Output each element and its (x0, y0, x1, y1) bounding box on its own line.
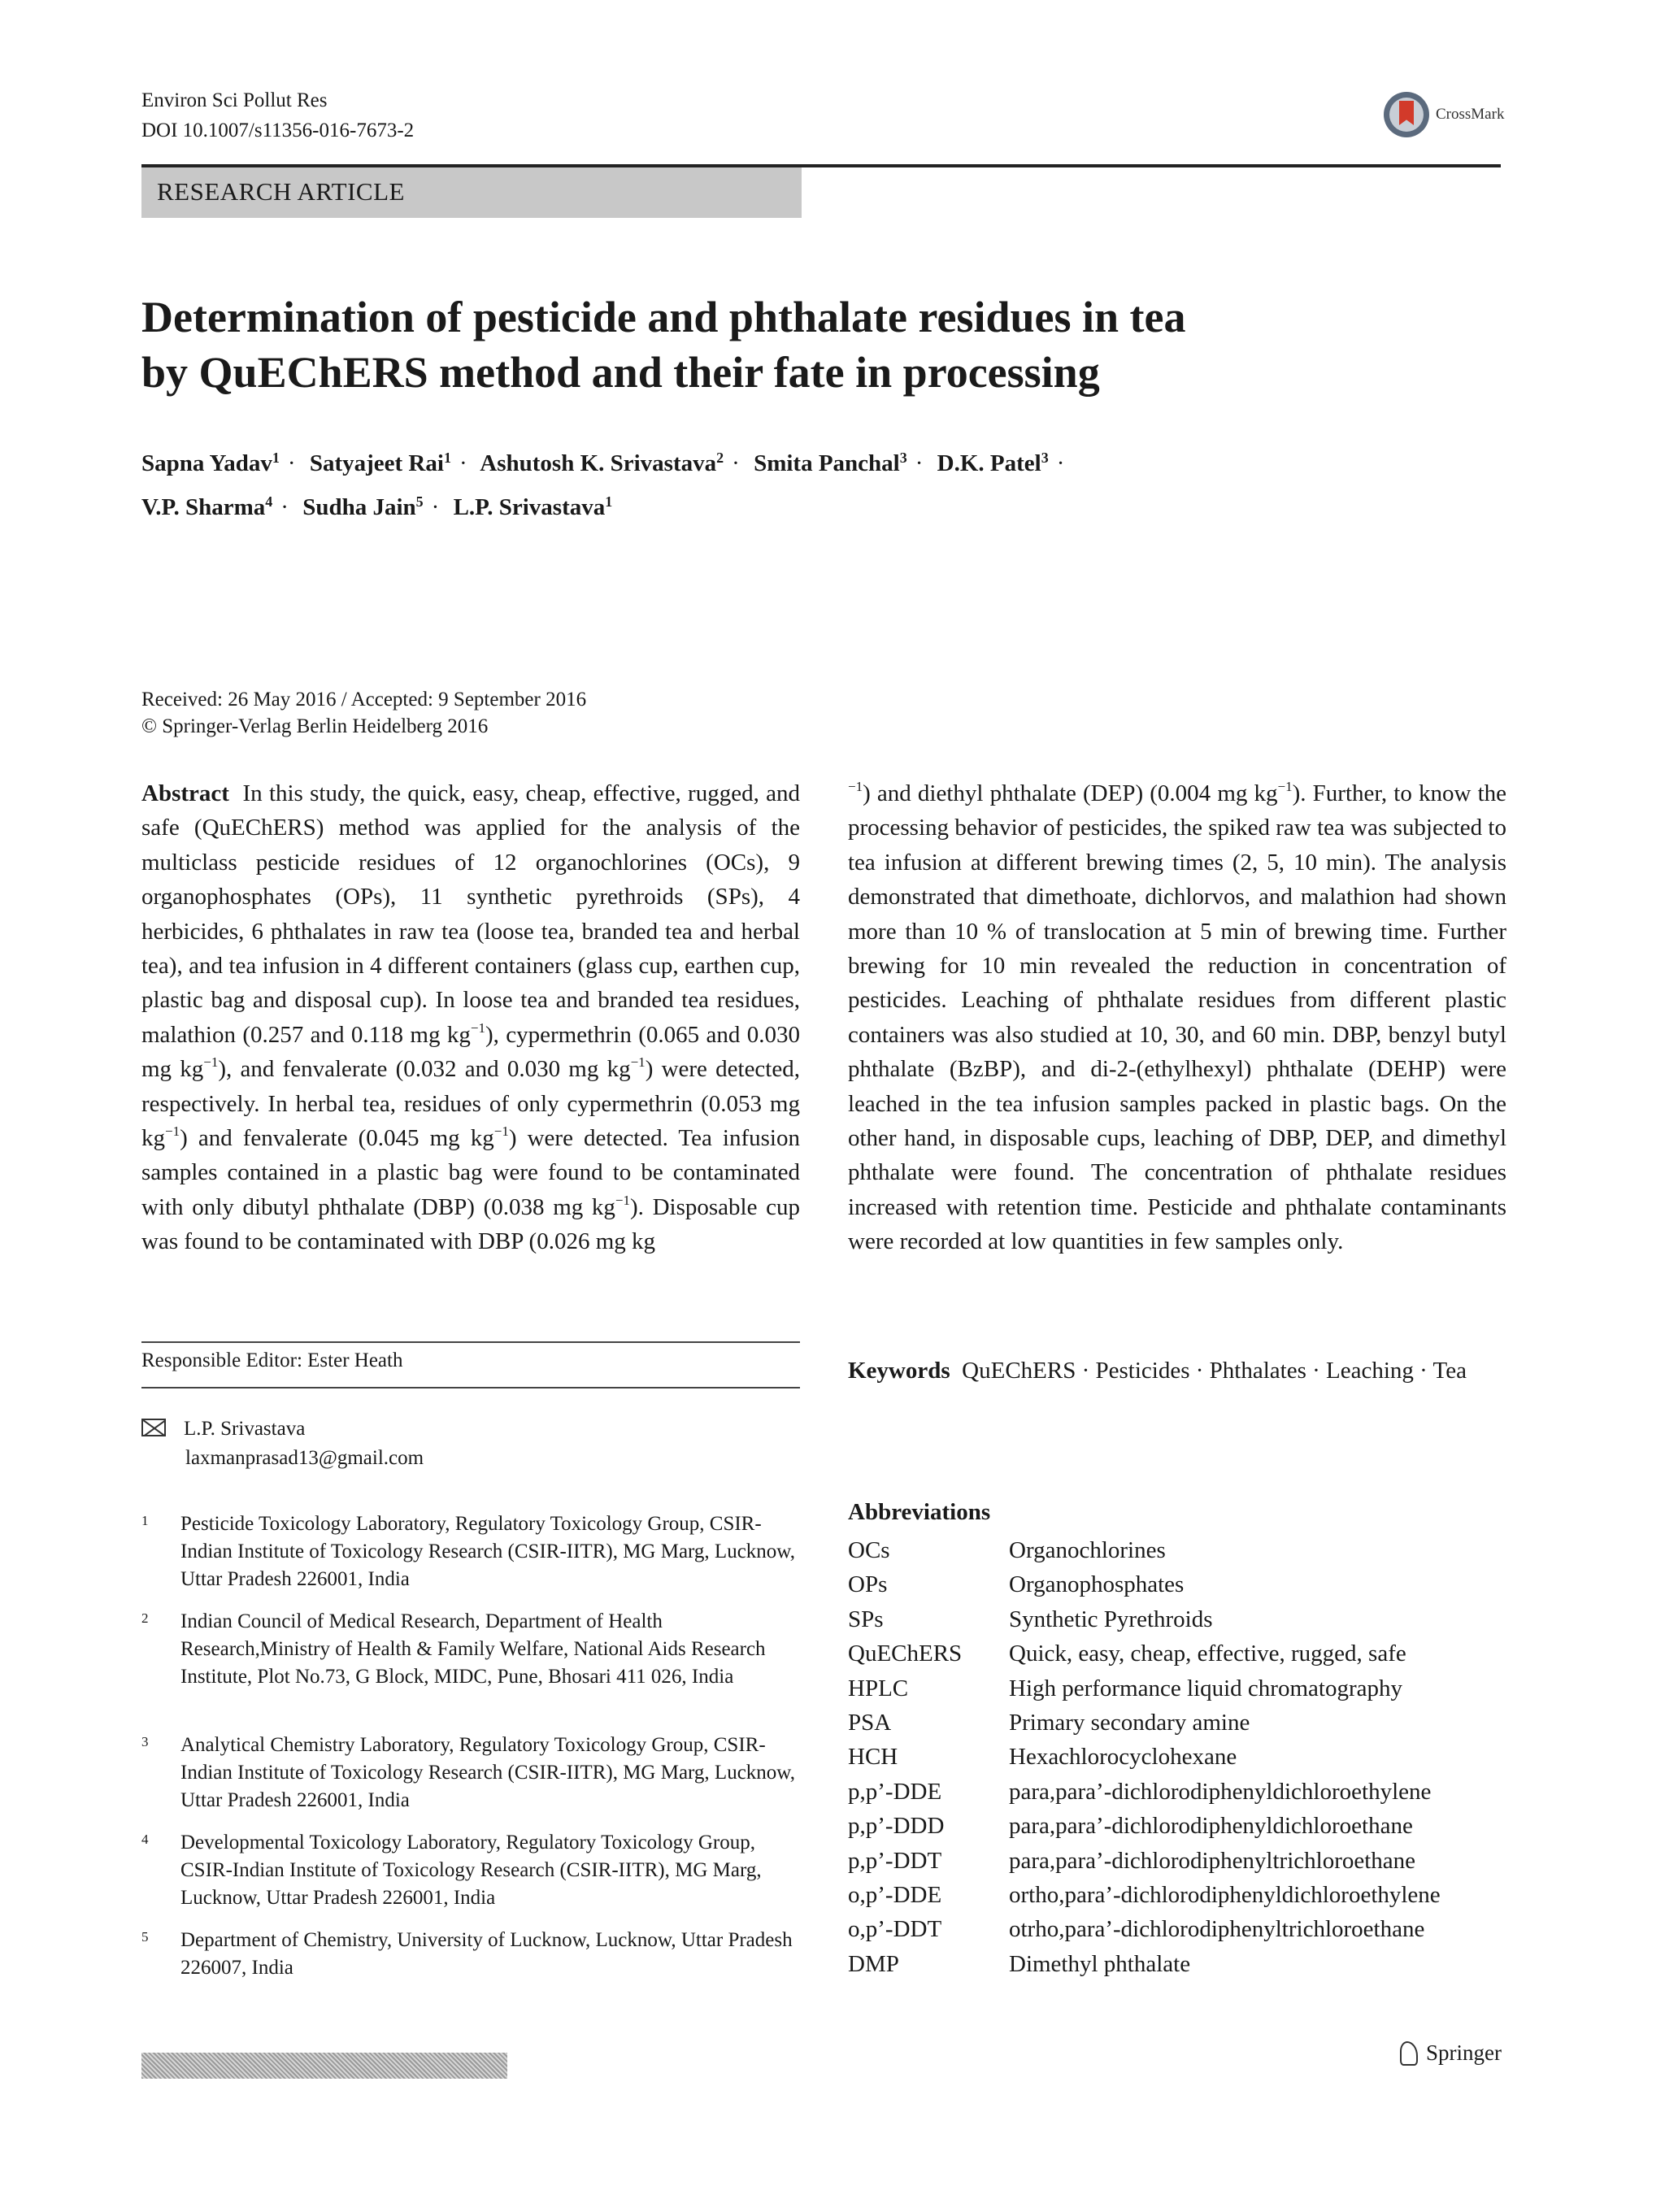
author[interactable]: Smita Panchal$^3$ (754, 450, 907, 476)
abstract-column-left: Abstract In this study, the quick, easy, cheap, effective, rugged, and safe (QuEChERS) method was applied for the analysis of the multiclass pesticide residues of 12 organochlorines (OCs), 9 organophosphates (OPs), 11 synthetic pyrethroids (SPs), 4 herbicides, 6 phthalates in raw tea (loose tea, branded tea and herbal tea), and tea infusion in 4 different containers (glass cup, earthen cup, plastic bag and disposal cup). In loose tea and branded tea residues, malathion (0.257 and 0.118 mg $kg^{-1}$), cypermethrin (0.065 and 0.030 mg $kg^{-1}$), and fenvalerate (0.032 and 0.030 mg $kg^{-1}$) were detected, respectively. In herbal tea, residues of only cypermethrin (0.053 mg $kg^{-1}$) and fenvalerate (0.045 mg $kg^{-1}$) were detected. Tea infusion samples contained in a plastic bag were found to be contaminated with only dibutyl phthalate (DBP) (0.038 mg $kg^{-1}$). Disposable cup was found to be contaminated with DBP (0.026 mg kg (141, 780, 800, 1255)
list-item: HCH Hexachlorocyclohexane (848, 1744, 1237, 1771)
author[interactable]: Ashutosh K. Srivastava$^2$ (480, 450, 724, 476)
springer-logo (1400, 2040, 1502, 2066)
list-item: SPs Synthetic Pyrethroids (848, 1606, 1213, 1632)
doi-link[interactable]: DOI 10.1007/s11356-016-7673-2 (141, 120, 415, 141)
author-list: Sapna Yadav$^1$ · Satyajeet Rai$^1$ · Ashutosh K. Srivastava$^2$ · Smita Panchal$^3$ · D.K. Patel$^3$ · V.P. Sharma$^4$ · Sudha Jain$^5$ · L.P. Srivastava$^1$ (141, 450, 1065, 520)
abbreviations-list (848, 1533, 1441, 1981)
envelope-icon (141, 1419, 166, 1436)
crossmark-icon (1384, 92, 1429, 137)
author[interactable]: Satyajeet Rai$^1$ (309, 450, 451, 476)
journal-name: Environ Sci Pollut Res (141, 89, 328, 111)
list-item: OCs Organochlorines (848, 1537, 1166, 1563)
list-item: HPLC High performance liquid chromatography (848, 1675, 1402, 1701)
abstract-heading: Abstract (141, 780, 229, 806)
crossmark-badge[interactable] (1384, 92, 1504, 137)
author[interactable]: V.P. Sharma$^4$ (141, 493, 273, 520)
received-accepted-dates: Received: 26 May 2016 / Accepted: 9 September 2016 (141, 689, 587, 711)
title-line-1: Determination of pesticide and phthalate residues in tea (141, 293, 1186, 341)
divider (141, 1341, 800, 1343)
footer-barcode (141, 2053, 507, 2079)
crossmark-label: CrossMark (1436, 106, 1505, 123)
publisher-name: Springer (1426, 2040, 1502, 2065)
list-item: PSA Primary secondary amine (848, 1710, 1250, 1736)
author[interactable]: Sudha Jain$^5$ (302, 493, 424, 520)
article-type: RESEARCH ARTICLE (157, 177, 405, 206)
author[interactable]: Sapna Yadav$^1$ (141, 450, 280, 476)
list-item: o,p’-DDE ortho,para’-dichlorodiphenyldichloroethylene (848, 1882, 1441, 1909)
copyright-notice: © Springer-Verlag Berlin Heidelberg 2016 (141, 715, 489, 737)
list-item: o,p’-DDT otrho,para’-dichlorodiphenyltrichloroethane (848, 1916, 1425, 1943)
title-line-2: by QuEChERS method and their fate in processing (141, 348, 1100, 397)
list-item: p,p’-DDT para,para’-dichlorodiphenyltrichloroethane (848, 1847, 1416, 1874)
affiliation-2: 2 Indian Council of Medical Research, Department of Health Research,Ministry of Health & Family Welfare, National Aids Research Institute, Plot No.73, G Block, MIDC, Pune, Bhosari 411 026, India (141, 1610, 766, 1688)
list-item: p,p’-DDD para,para’-dichlorodiphenyldichloroethane (848, 1813, 1413, 1840)
contact-email-link[interactable]: laxmanprasad13@gmail.com (185, 1447, 424, 1469)
contact-name: L.P. Srivastava (184, 1418, 306, 1440)
affiliation-5: 5 Department of Chemistry, University of Lucknow, Lucknow, Uttar Pradesh 226007, India (141, 1929, 793, 1979)
divider (141, 1387, 800, 1388)
affiliation-4: 4 Developmental Toxicology Laboratory, Regulatory Toxicology Group, CSIR-Indian Institute of Toxicology Research (CSIR-IITR), MG Marg, Lucknow, Uttar Pradesh 226001, India (141, 1832, 762, 1909)
abstract-column-right: $^{-1}$) and diethyl phthalate (DEP) (0.004 mg $kg^{-1}$). Further, to know the processing behavior of pesticides, the spiked raw tea was subjected to tea infusion at different brewing times (2, 5, 10 min). The analysis demonstrated that dimethoate, dichlorvos, and malathion had shown more than 10 % of translocation at 5 min of brewing time. Further brewing for 10 min revealed the reduction in concentration of pesticides. Leaching of phthalate residues from different plastic containers was also studied at 10, 30, and 60 min. DBP, benzyl butyl phthalate (BzBP), and di-2-(ethylhexyl) phthalate (DEHP) were leached in the tea infusion samples packed in plastic bags. On the other hand, in disposable cups, leaching of DBP, DEP, and dimethyl phthalate were found. The concentration of phthalate residues increased with retention time. Pesticide and phthalate contaminants were recorded at low quantities in few samples only. (848, 779, 1506, 1255)
list-item: p,p’-DDE para,para’-dichlorodiphenyldichloroethylene (848, 1778, 1432, 1805)
abstract-text-continued: ). Further, to know the processing behavior of pesticides, the spiked raw tea was subjected to tea infusion at different brewing times (2, 5, 10 min). The analysis demonstrated that dimethoate, dichlorvos, and malathion had shown more than 10 % of translocation at 5 min of brewing time. Further brewing for 10 min revealed the reduction in concentration of pesticides. Leaching of phthalate residues from different plastic containers was also studied at 10, 30, and 60 min. DBP, benzyl butyl phthalate (BzBP), and di-2-(ethylhexyl) phthalate (DEHP) were leached in the tea infusion samples packed in plastic bags. On the other hand, in disposable cups, leaching of DBP, DEP, and dimethyl phthalate were found. The concentration of phthalate residues increased with retention time. Pesticide and phthalate contaminants were recorded at low quantities in few samples only. (848, 780, 1506, 1255)
affiliation-1: 1 Pesticide Toxicology Laboratory, Regulatory Toxicology Group, CSIR-Indian Institute of Toxicology Research (CSIR-IITR), MG Marg, Lucknow, Uttar Pradesh 226001, India (141, 1513, 795, 1590)
keywords (848, 1354, 1506, 1388)
list-item: DMP Dimethyl phthalate (848, 1950, 1191, 1977)
list-item: OPs Organophosphates (848, 1571, 1185, 1598)
abstract-text: In this study, the quick, easy, cheap, effective, rugged, and safe (QuEChERS) method was applied for the analysis of the multiclass pesticide residues of 12 organochlorines (OCs), 9 organophosphates (OPs), 11 synthetic pyrethroids (SPs), 4 herbicides, 6 phthalates in raw tea (loose tea, branded tea and herbal tea), and tea infusion in 4 different containers (glass cup, earthen cup, plastic bag and disposal cup). In loose tea and branded tea residues, malathion (0.257 and 0.118 mg kg (141, 780, 800, 1048)
springer-horse-icon (1400, 2041, 1418, 2066)
abbreviations-heading: Abbreviations (848, 1499, 991, 1525)
keywords-list: QuEChERS · Pesticides · Phthalates · Leaching · Tea (962, 1358, 1467, 1384)
responsible-editor: Responsible Editor: Ester Heath (141, 1349, 403, 1371)
list-item: QuEChERS Quick, easy, cheap, effective, rugged, safe (848, 1641, 1406, 1667)
author[interactable]: D.K. Patel$^3$ (937, 450, 1049, 476)
affiliation-3: 3 Analytical Chemistry Laboratory, Regulatory Toxicology Group, CSIR-Indian Institute of Toxicology Research (CSIR-IITR), MG Marg, Lucknow, Uttar Pradesh 226001, India (141, 1734, 795, 1811)
keywords-heading: Keywords (848, 1358, 950, 1384)
author[interactable]: L.P. Srivastava$^1$ (453, 493, 613, 520)
article-title (141, 289, 1361, 400)
corresponding-author (141, 1415, 424, 1473)
